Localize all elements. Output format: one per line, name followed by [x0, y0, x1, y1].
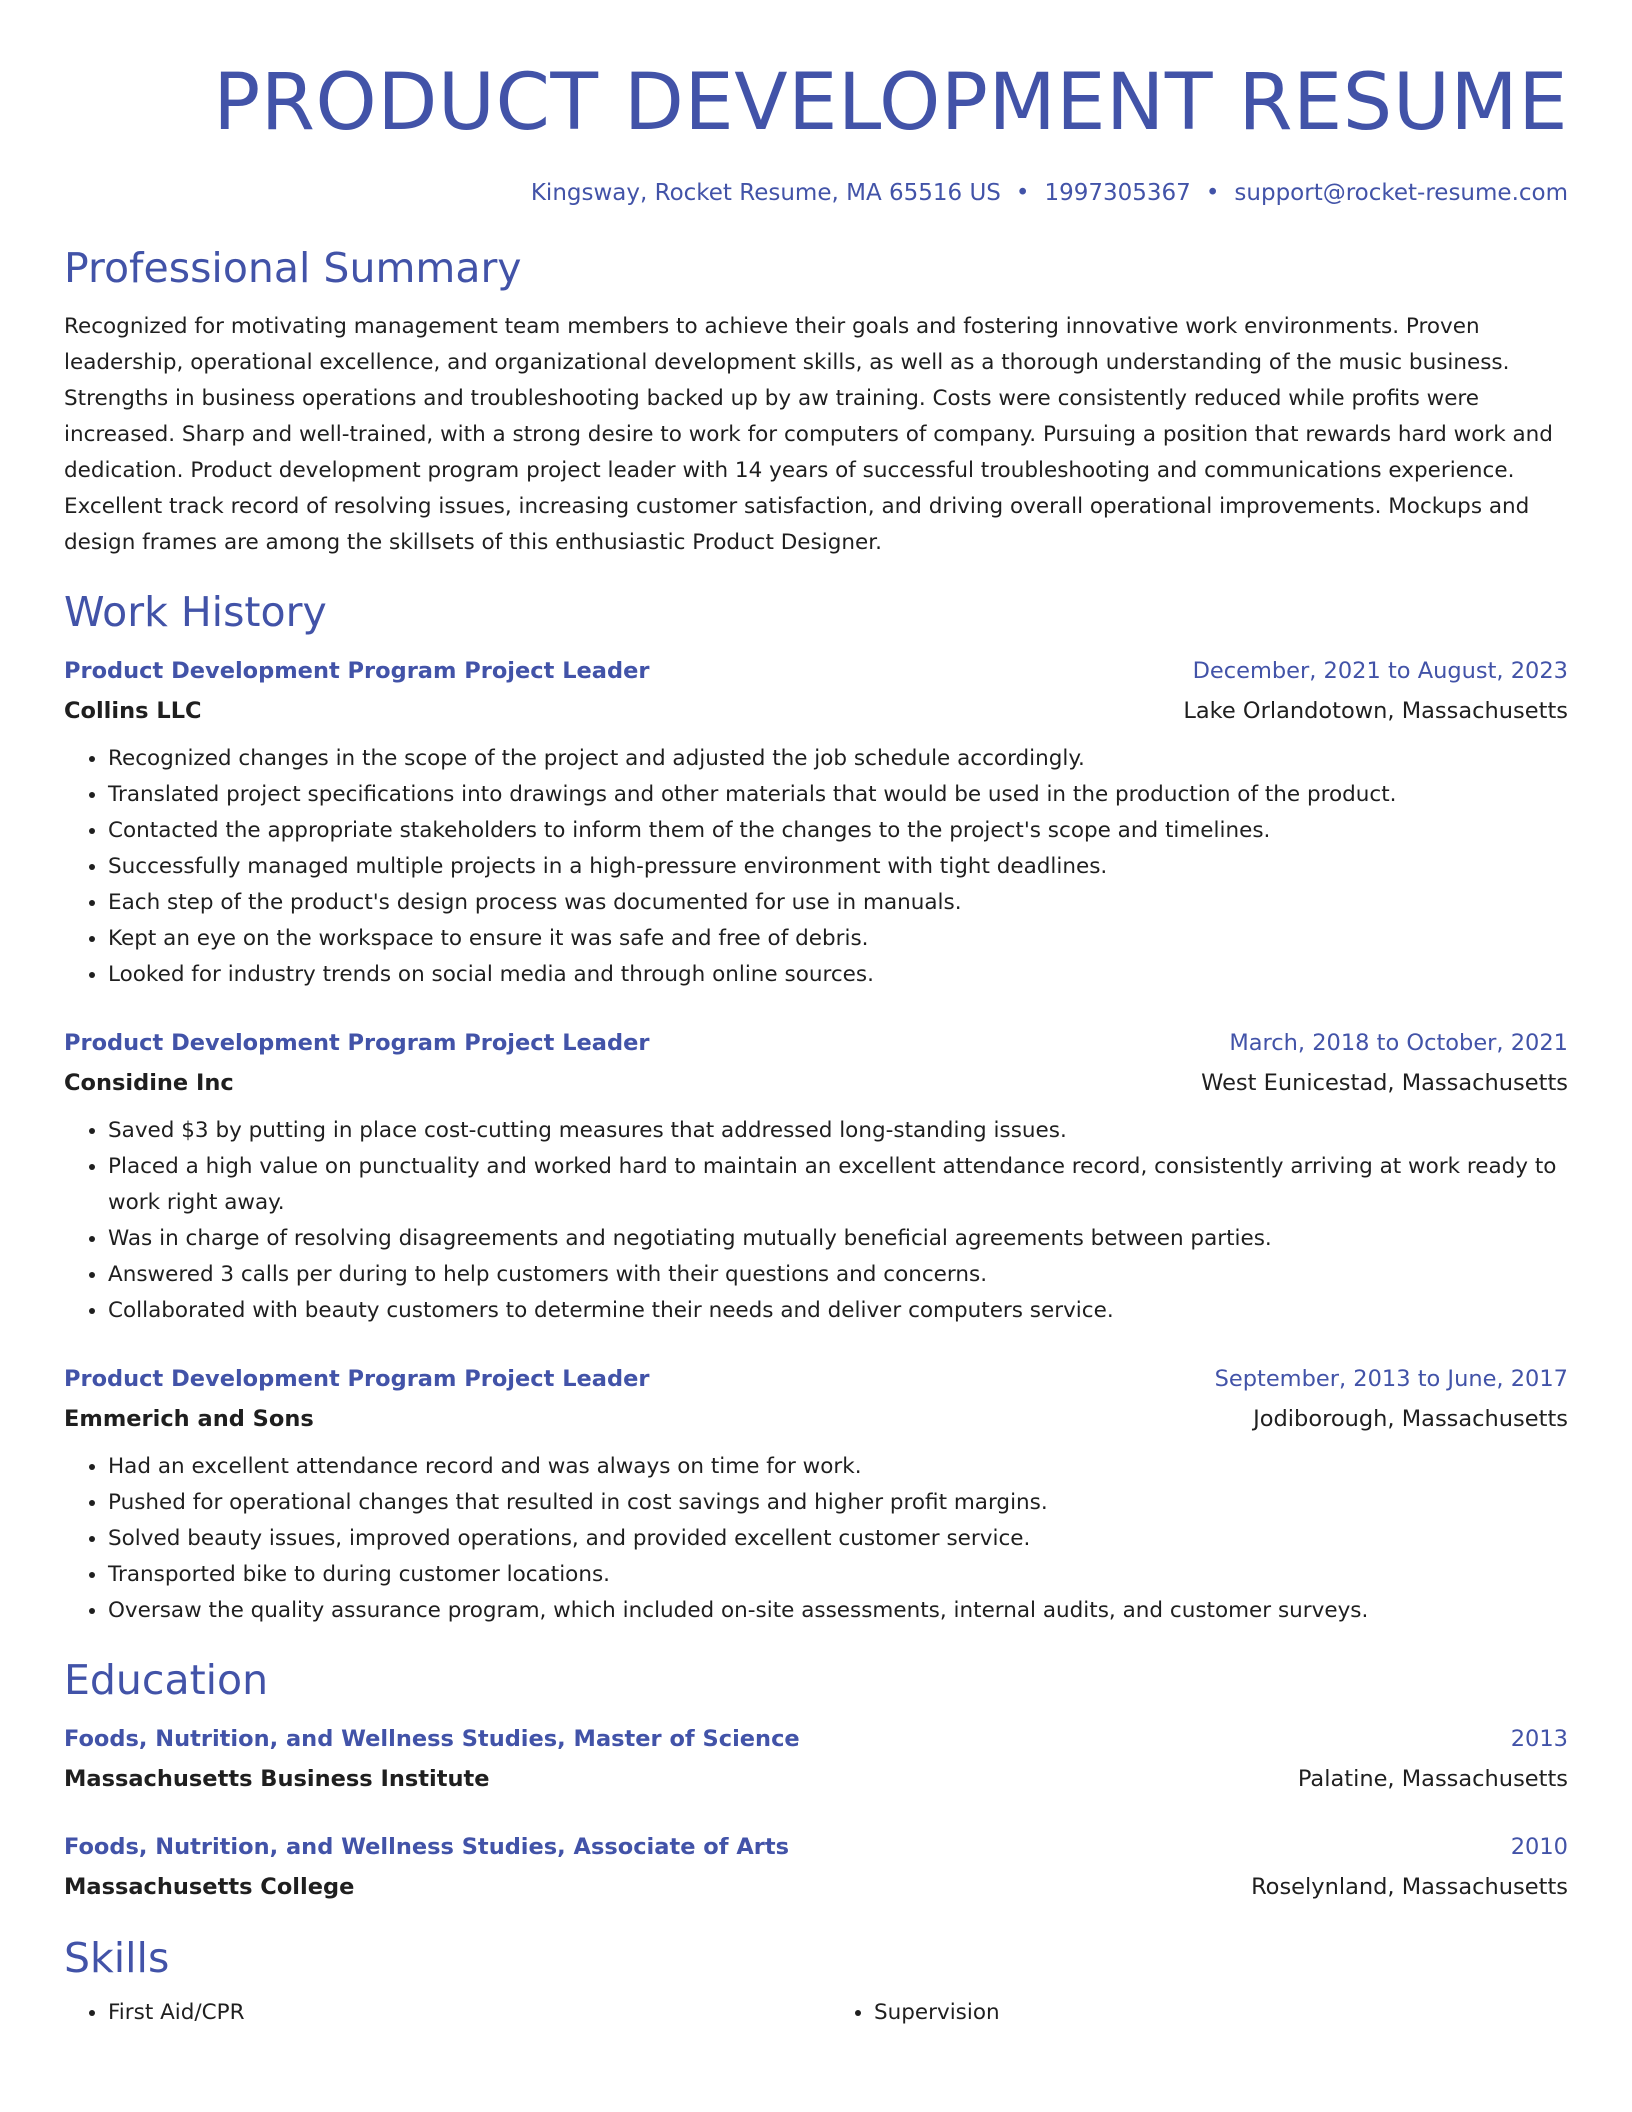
job-dates: March, 2018 to October, 2021	[1229, 1030, 1568, 1056]
job-location: Lake Orlandotown, Massachusetts	[1183, 698, 1568, 724]
job-company-row	[64, 1399, 1568, 1439]
work-history-heading: Work History	[64, 588, 327, 636]
job-bullet: • Placed a high value on punctuality and worked hard to maintain an excellent attendance record, consistently arriving at work ready to work right away.	[108, 1149, 1568, 1221]
job-bullet: • Looked for industry trends on social media and through online sources.	[108, 957, 1568, 993]
education-degree: Foods, Nutrition, and Wellness Studies, Associate of Arts	[64, 1834, 790, 1860]
job-bullet: • Collaborated with beauty customers to determine their needs and deliver computers service.	[108, 1293, 1568, 1329]
contact-separator-1: •	[1015, 180, 1030, 206]
job-company: Collins LLC	[64, 698, 202, 724]
job-location: West Eunicestad, Massachusetts	[1201, 1070, 1568, 1096]
education-header-row	[64, 1719, 1568, 1759]
summary-section	[64, 243, 1568, 561]
education-school: Massachusetts College	[64, 1874, 355, 1900]
contact-separator-2: •	[1205, 180, 1220, 206]
resume-title: PRODUCT DEVELOPMENT RESUME	[213, 58, 1568, 148]
skills-section	[64, 1933, 1568, 2031]
job-entry	[64, 1359, 1568, 1629]
job-bullet: • Solved beauty issues, improved operations, and provided excellent customer service.	[108, 1521, 1568, 1557]
job-bullet: • Pushed for operational changes that resulted in cost savings and higher profit margins.	[108, 1485, 1568, 1521]
skills-list-right	[830, 1995, 1568, 2031]
job-location: Jodiborough, Massachusetts	[1253, 1406, 1568, 1432]
education-entry	[64, 1827, 1568, 1907]
job-bullet: • Kept an eye on the workspace to ensure it was safe and free of debris.	[108, 921, 1568, 957]
job-bullet: • Recognized changes in the scope of the project and adjusted the job schedule accordingly.	[108, 741, 1568, 777]
education-location: Roselynland, Massachusetts	[1251, 1874, 1568, 1900]
job-bullet: • Successfully managed multiple projects in a high-pressure environment with tight deadlines.	[108, 849, 1568, 885]
skills-heading: Skills	[64, 1934, 170, 1982]
job-bullets	[64, 1113, 1568, 1329]
education-year: 2013	[1510, 1726, 1568, 1752]
job-company: Emmerich and Sons	[64, 1406, 314, 1432]
skill-item: • First Aid/CPR	[108, 1995, 802, 2031]
job-header-row	[64, 1023, 1568, 1063]
job-bullet: • Translated project specifications into drawings and other materials that would be used in the production of the product.	[108, 777, 1568, 813]
education-entry	[64, 1719, 1568, 1799]
contact-address: Kingsway, Rocket Resume, MA 65516 US	[530, 180, 1001, 206]
education-section	[64, 1655, 1568, 1907]
job-title: Product Development Program Project Leader	[64, 658, 650, 684]
job-company: Considine Inc	[64, 1070, 234, 1096]
job-title: Product Development Program Project Leader	[64, 1030, 650, 1056]
education-heading: Education	[64, 1656, 269, 1704]
education-header-row	[64, 1827, 1568, 1867]
education-year: 2010	[1510, 1834, 1568, 1860]
job-bullet: • Saved $3 by putting in place cost-cutting measures that addressed long-standing issues.	[108, 1113, 1568, 1149]
job-company-row	[64, 1063, 1568, 1103]
job-bullets	[64, 1449, 1568, 1629]
skills-list-left	[64, 1995, 802, 2031]
job-bullets	[64, 741, 1568, 993]
job-bullet: • Answered 3 calls per during to help customers with their questions and concerns.	[108, 1257, 1568, 1293]
job-bullet: • Had an excellent attendance record and was always on time for work.	[108, 1449, 1568, 1485]
skills-grid	[64, 1995, 1568, 2031]
job-bullet: • Contacted the appropriate stakeholders to inform them of the changes to the project's scope and timelines.	[108, 813, 1568, 849]
job-header-row	[64, 1359, 1568, 1399]
education-school-row	[64, 1759, 1568, 1799]
contact-email: support@rocket-resume.com	[1234, 180, 1568, 206]
job-header-row	[64, 651, 1568, 691]
contact-phone: 1997305367	[1044, 180, 1191, 206]
resume-page	[64, 0, 1568, 2031]
work-history-section	[64, 587, 1568, 1629]
job-bullet: • Each step of the product's design process was documented for use in manuals.	[108, 885, 1568, 921]
job-dates: December, 2021 to August, 2023	[1192, 658, 1568, 684]
education-location: Palatine, Massachusetts	[1297, 1766, 1568, 1792]
summary-text: Recognized for motivating management team members to achieve their goals and fostering innovative work environments. Proven leadership, operational excellence, and organizational development skills, as well as a thorough understanding of the music business. Strengths in business operations and troubleshooting backed up by aw training. Costs were consistently reduced while profits were increased. Sharp and well-trained, with a strong desire to work for computers of company. Pursuing a position that rewards hard work and dedication. Product development program project leader with 14 years of successful troubleshooting and communications experience. Excellent track record of resolving issues, increasing customer satisfaction, and driving overall operational improvements. Mockups and design frames are among the skillsets of this enthusiastic Product Designer.	[64, 314, 1553, 555]
education-degree: Foods, Nutrition, and Wellness Studies, Master of Science	[64, 1726, 800, 1752]
job-bullet: • Transported bike to during customer locations.	[108, 1557, 1568, 1593]
job-entry	[64, 651, 1568, 993]
contact-line	[64, 178, 1568, 208]
job-bullet: • Oversaw the quality assurance program, which included on-site assessments, internal audits, and customer surveys.	[108, 1593, 1568, 1629]
job-title: Product Development Program Project Leader	[64, 1366, 650, 1392]
education-school: Massachusetts Business Institute	[64, 1766, 490, 1792]
skill-item: • Supervision	[874, 1995, 1568, 2031]
job-company-row	[64, 691, 1568, 731]
job-bullet: • Was in charge of resolving disagreements and negotiating mutually beneficial agreements between parties.	[108, 1221, 1568, 1257]
summary-heading: Professional Summary	[64, 244, 522, 292]
job-entry	[64, 1023, 1568, 1329]
job-dates: September, 2013 to June, 2017	[1214, 1366, 1568, 1392]
education-school-row	[64, 1867, 1568, 1907]
